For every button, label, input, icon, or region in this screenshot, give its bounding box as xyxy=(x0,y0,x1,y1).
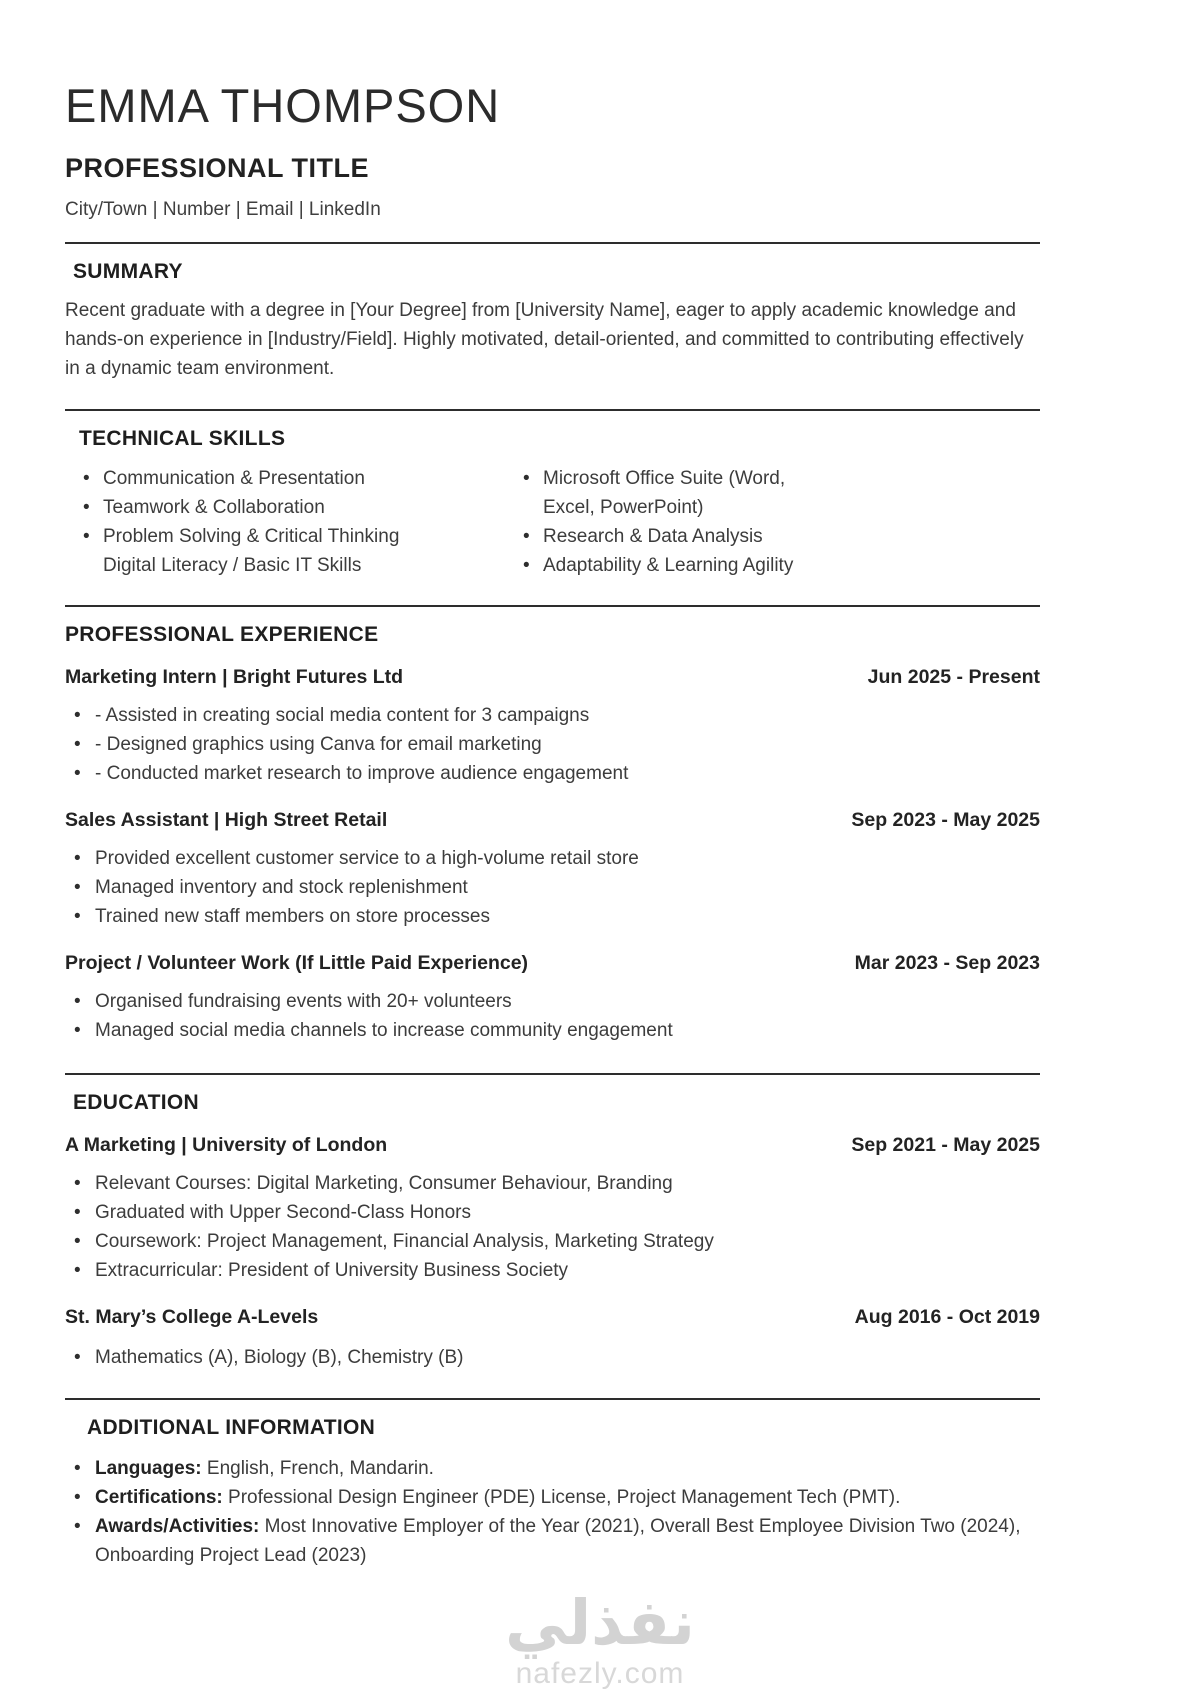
additional-item xyxy=(65,1454,1040,1483)
section-technical-skills xyxy=(65,409,1040,580)
skill-item: • Adaptability & Learning Agility xyxy=(505,551,835,580)
job-bullet: • Organised fundraising events with 20+ volunteers xyxy=(65,987,1040,1016)
skills-column-right xyxy=(505,464,835,580)
job-bullet: • Provided excellent customer service to a high-volume retail store xyxy=(65,844,1040,873)
contact-line: City/Town | Number | Email | LinkedIn xyxy=(65,199,381,221)
entry-header xyxy=(65,1133,1040,1157)
experience-entry xyxy=(65,951,1040,1045)
experience-entry xyxy=(65,808,1040,931)
degree-title: A Marketing | University of London xyxy=(65,1134,388,1157)
job-bullet: • - Conducted market research to improve audience engagement xyxy=(65,759,1040,788)
additional-item xyxy=(65,1483,1040,1512)
additional-item-text: Professional Design Engineer (PDE) License, Project Management Tech (PMT). xyxy=(228,1487,901,1509)
job-title: Project / Volunteer Work (If Little Paid Experience) xyxy=(65,952,529,975)
section-divider xyxy=(65,409,1040,411)
professional-title: PROFESSIONAL TITLE xyxy=(65,153,370,183)
section-additional-information xyxy=(65,1398,1040,1570)
additional-information-heading: ADDITIONAL INFORMATION xyxy=(87,1416,376,1440)
additional-item-label: Certifications: xyxy=(95,1487,223,1509)
education-bullet: • Mathematics (A), Biology (B), Chemistry (B) xyxy=(65,1343,1040,1372)
additional-item-label: Languages: xyxy=(95,1458,202,1480)
education-bullet: • Coursework: Project Management, Financial Analysis, Marketing Strategy xyxy=(65,1227,1040,1256)
education-entry xyxy=(65,1133,1040,1285)
job-bullet: • Managed inventory and stock replenishment xyxy=(65,873,1040,902)
education-bullet: • Relevant Courses: Digital Marketing, Consumer Behaviour, Branding xyxy=(65,1169,1040,1198)
job-bullet: • - Assisted in creating social media content for 3 campaigns xyxy=(65,701,1040,730)
job-bullet: • - Designed graphics using Canva for email marketing xyxy=(65,730,1040,759)
section-professional-experience xyxy=(65,605,1040,1045)
job-title: Sales Assistant | High Street Retail xyxy=(65,809,388,832)
resume-header xyxy=(65,79,1040,222)
skills-columns xyxy=(65,464,1040,580)
section-summary xyxy=(65,242,1040,383)
job-dates: Sep 2023 - May 2025 xyxy=(851,809,1040,832)
education-bullet: • Graduated with Upper Second-Class Honors xyxy=(65,1198,1040,1227)
skill-item: • Teamwork & Collaboration xyxy=(65,493,505,522)
additional-item-text: Most Innovative Employer of the Year (2021), Overall Best Employee Division Two (2024), Onboarding Project Lead (2023) xyxy=(95,1516,1021,1567)
entry-header xyxy=(65,951,1040,975)
nafezly-site-text: nafezly.com xyxy=(515,1657,685,1690)
job-bullet: • Managed social media channels to increase community engagement xyxy=(65,1016,1040,1045)
entry-header xyxy=(65,665,1040,689)
job-bullet: • Trained new staff members on store processes xyxy=(65,902,1040,931)
candidate-name: EMMA THOMPSON xyxy=(65,79,501,132)
additional-item-text: English, French, Mandarin. xyxy=(206,1458,434,1480)
section-divider xyxy=(65,1398,1040,1400)
skills-column-left xyxy=(65,464,505,580)
skill-item: • Microsoft Office Suite (Word, Excel, PowerPoint) xyxy=(505,464,835,522)
watermark xyxy=(0,1589,1200,1691)
additional-item xyxy=(65,1512,1040,1570)
additional-item-label: Awards/Activities: xyxy=(95,1516,260,1538)
job-dates: Mar 2023 - Sep 2023 xyxy=(854,952,1040,975)
skill-item: • Problem Solving & Critical Thinking xyxy=(65,522,505,551)
degree-title: St. Mary’s College A-Levels xyxy=(65,1306,319,1329)
job-dates: Jun 2025 - Present xyxy=(867,666,1040,689)
education-dates: Aug 2016 - Oct 2019 xyxy=(854,1306,1040,1329)
skill-item: • Communication & Presentation xyxy=(65,464,505,493)
experience-heading: PROFESSIONAL EXPERIENCE xyxy=(65,623,379,647)
education-heading: EDUCATION xyxy=(73,1091,199,1115)
entry-header xyxy=(65,1305,1040,1329)
section-divider xyxy=(65,605,1040,607)
summary-heading: SUMMARY xyxy=(73,260,183,284)
section-divider xyxy=(65,242,1040,244)
skill-item: • Research & Data Analysis xyxy=(505,522,835,551)
job-title: Marketing Intern | Bright Futures Ltd xyxy=(65,666,404,689)
technical-skills-heading: TECHNICAL SKILLS xyxy=(79,427,286,451)
nafezly-logo: نفذلي xyxy=(505,1589,695,1658)
experience-entry xyxy=(65,665,1040,788)
section-education xyxy=(65,1073,1040,1372)
education-entry xyxy=(65,1305,1040,1372)
education-dates: Sep 2021 - May 2025 xyxy=(851,1134,1040,1157)
summary-text: Recent graduate with a degree in [Your Degree] from [University Name], eager to apply academic knowledge and hands-on experience in [Industry/Field]. Highly motivated, detail-oriented, and committed to contributing effectively in a dynamic team environment. xyxy=(65,300,1024,380)
entry-header xyxy=(65,808,1040,832)
section-divider xyxy=(65,1073,1040,1075)
skill-item: Digital Literacy / Basic IT Skills xyxy=(103,555,362,577)
education-bullet: • Extracurricular: President of University Business Society xyxy=(65,1256,1040,1285)
